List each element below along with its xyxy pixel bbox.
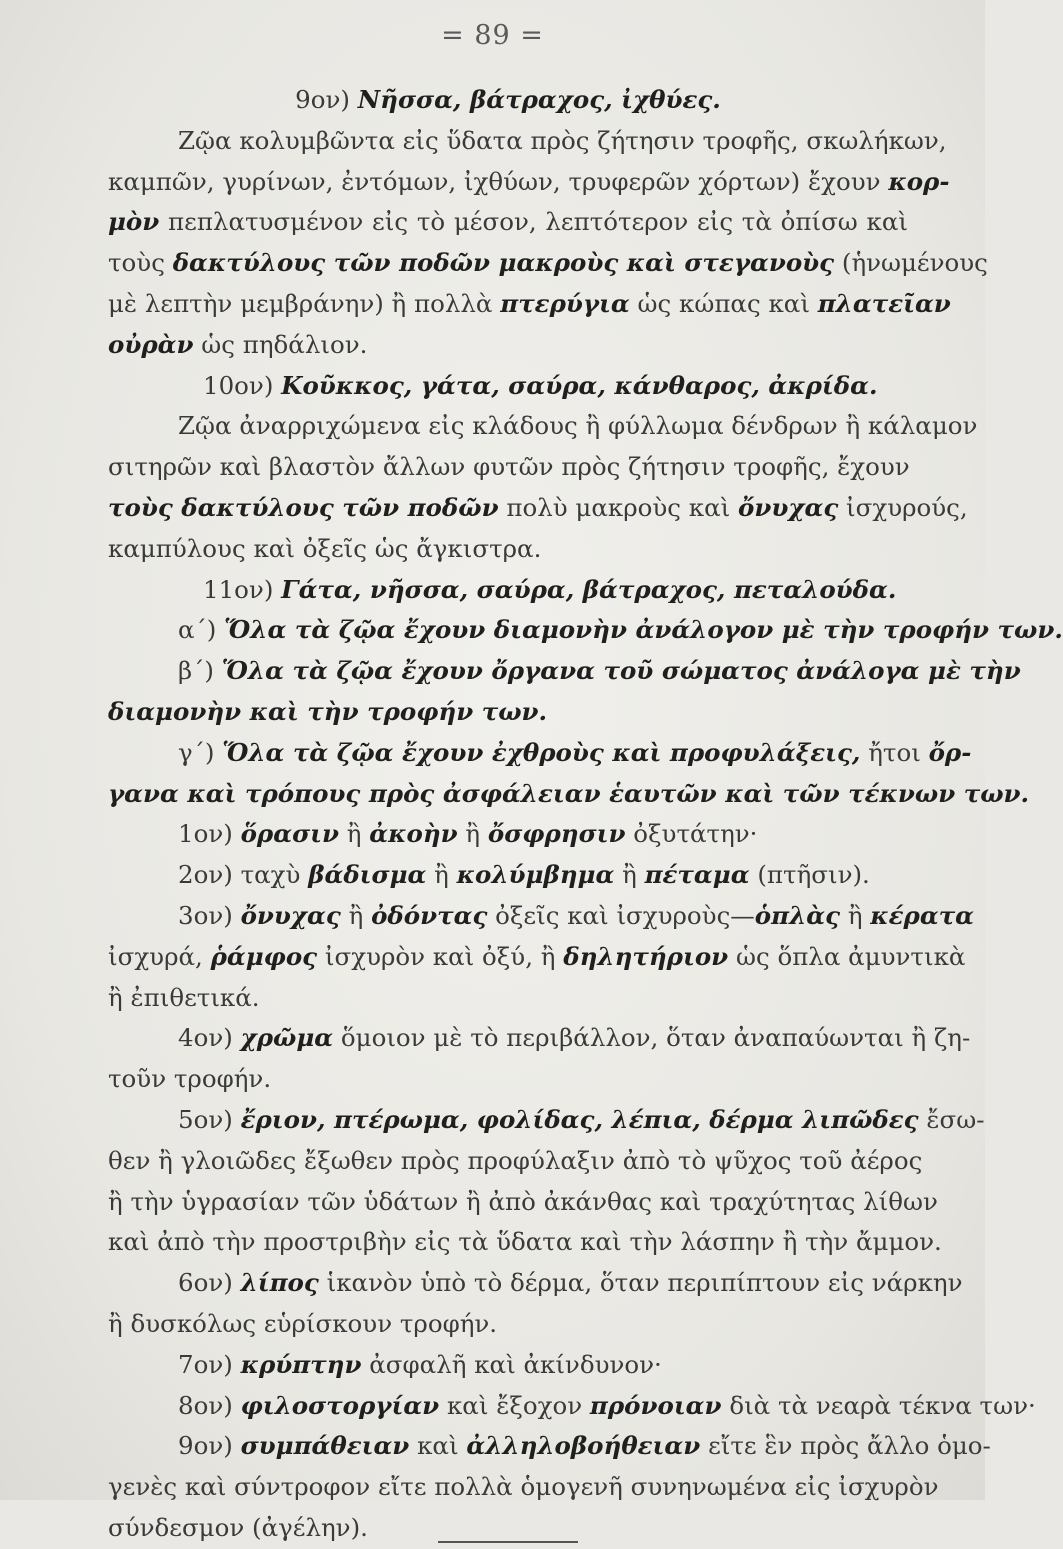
text-line	[108, 1263, 963, 1304]
text-segment: καμπύλους καὶ ὀξεῖς ὡς ἄγκιστρα.	[108, 533, 542, 563]
text-line	[108, 1141, 923, 1182]
text-segment: α΄)	[178, 615, 225, 645]
text-segment: 5ον)	[178, 1104, 241, 1134]
emphasized-text: κρύπτην	[240, 1349, 362, 1379]
emphasized-text: οὐρὰν	[108, 329, 194, 359]
text-segment: ἰσχυρούς,	[838, 492, 968, 522]
text-segment: εἴτε ἓν πρὸς ἄλλο ὁμο-	[700, 1431, 991, 1461]
text-segment: ἤτοι	[860, 737, 929, 767]
text-segment: Ζῷα κολυμβῶντα εἰς ὕδατα πρὸς ζήτησιν τροφῆς, σκωλήκων,	[178, 125, 947, 155]
text-line	[108, 366, 908, 407]
text-line	[108, 814, 908, 855]
text-segment: μὲ λεπτὴν μεμβράνην) ἢ πολλὰ	[108, 288, 501, 318]
text-segment: 10ον)	[203, 370, 282, 400]
text-segment: ἰσχυρά,	[108, 941, 211, 971]
text-segment: 2ον) ταχὺ	[178, 860, 309, 890]
text-segment: ἱκανὸν ὑπὸ τὸ δέρμα, ὅταν περιπίπτουν εἰς νάρκην	[318, 1268, 963, 1298]
text-line	[108, 937, 966, 978]
text-segment: ὡς ὅπλα ἀμυντικὰ	[728, 941, 966, 971]
body-text	[108, 80, 1063, 1549]
text-segment: ἢ ἐπιθετικά.	[108, 982, 260, 1012]
text-line	[108, 243, 988, 284]
text-segment: ἢ	[457, 819, 488, 849]
text-line	[108, 855, 908, 896]
text-line	[108, 121, 947, 162]
text-segment: β΄)	[178, 656, 222, 686]
text-line	[108, 1059, 908, 1100]
emphasized-text: κολύμβημα	[456, 860, 615, 890]
text-segment: καὶ	[409, 1431, 467, 1461]
emphasized-text: κέρατα	[870, 900, 975, 930]
text-segment: 3ον)	[178, 900, 241, 930]
emphasized-text: Κοῦκκος, γάτα, σαύρα, κάνθαρος, ἀκρίδα.	[281, 370, 878, 400]
text-segment: 7ον)	[178, 1349, 241, 1379]
text-line	[108, 529, 908, 570]
text-segment: τοὺς	[108, 248, 173, 278]
emphasized-text: ἀλληλοβοήθειαν	[466, 1431, 701, 1461]
text-line	[108, 202, 908, 243]
emphasized-text: ἀκοὴν	[369, 819, 458, 849]
emphasized-text: πτερύγια	[500, 288, 630, 318]
text-segment: θεν ἢ γλοιῶδες ἔξωθεν πρὸς προφύλαξιν ἀπὸ τὸ ψῦχος τοῦ ἀέρος	[108, 1145, 923, 1175]
text-segment: 8ον)	[178, 1390, 241, 1420]
text-segment: διὰ τὰ νεαρὰ τέκνα των·	[721, 1390, 1036, 1420]
text-segment: ὡς κώπας καὶ	[629, 288, 818, 318]
text-line	[108, 284, 951, 325]
text-segment: ἢ	[339, 819, 370, 849]
end-rule	[438, 1541, 578, 1543]
text-line	[108, 1426, 991, 1467]
text-line	[108, 570, 908, 611]
text-line	[108, 978, 908, 1019]
text-line	[108, 447, 908, 488]
text-line	[108, 1304, 908, 1345]
text-segment: σιτηρῶν καὶ βλαστὸν ἄλλων φυτῶν πρὸς ζήτησιν τροφῆς, ἔχουν	[108, 452, 910, 482]
text-line	[108, 774, 1030, 815]
emphasized-text: πέταμα	[644, 860, 750, 890]
emphasized-text: ὄσφρησιν	[487, 819, 626, 849]
text-segment: γενὲς καὶ σύντροφον εἴτε πολλὰ ὁμογενῆ συνηνωμένα εἰς ἰσχυρὸν	[108, 1472, 939, 1502]
text-segment: (ἡνωμένους	[834, 248, 988, 278]
text-line	[108, 896, 975, 937]
text-segment: τοῦν τροφήν.	[108, 1064, 272, 1094]
text-segment: 4ον)	[178, 1023, 241, 1053]
emphasized-text: πλατεῖαν	[817, 288, 951, 318]
text-line	[108, 610, 1063, 651]
emphasized-text: γανα καὶ τρόπους πρὸς ἀσφάλειαν ἑαυτῶν καὶ τῶν τέκνων των.	[108, 778, 1030, 808]
text-line	[108, 651, 1021, 692]
text-segment: ἢ	[426, 860, 457, 890]
text-segment: σύνδεσμον (ἀγέλην).	[108, 1512, 368, 1542]
emphasized-text: δηλητήριον	[563, 941, 729, 971]
emphasized-text: τοὺς δακτύλους τῶν ποδῶν	[108, 492, 499, 522]
text-line	[108, 1467, 939, 1508]
emphasized-text: βάδισμα	[308, 860, 427, 890]
emphasized-text: Ὅλα τὰ ζῷα ἔχουν ὄργανα τοῦ σώματος ἀνάλογα μὲ τὴν	[221, 656, 1021, 686]
text-line	[108, 1222, 942, 1263]
emphasized-text: ὄνυχας	[738, 492, 839, 522]
text-line	[108, 162, 950, 203]
text-segment: 9ον)	[178, 1431, 241, 1461]
emphasized-text: ὁπλὰς	[754, 900, 841, 930]
text-segment: ὀξυτάτην·	[625, 819, 758, 849]
text-line	[108, 325, 908, 366]
emphasized-text: ὀδόντας	[371, 900, 488, 930]
text-line	[108, 1100, 985, 1141]
emphasized-text: δακτύλους τῶν ποδῶν μακροὺς καὶ στεγανοὺς	[172, 248, 835, 278]
text-segment: ἰσχυρὸν καὶ ὀξύ, ἢ	[317, 941, 564, 971]
text-line	[108, 80, 908, 121]
emphasized-text: μὸν	[108, 207, 160, 237]
text-segment: γ΄)	[178, 737, 223, 767]
text-segment: ἀσφαλῆ καὶ ἀκίνδυνον·	[361, 1349, 662, 1379]
text-line	[108, 1018, 971, 1059]
text-segment: ὅμοιον μὲ τὸ περιβάλλον, ὅταν ἀναπαύωνται ἢ ζη-	[333, 1023, 971, 1053]
emphasized-text: Ὅλα τὰ ζῷα ἔχουν διαμονὴν ἀνάλογον μὲ τὴν τροφήν των.	[224, 615, 1063, 645]
emphasized-text: Νῆσσα, βάτραχος, ἰχθύες.	[357, 85, 721, 114]
text-segment: ἢ	[340, 900, 372, 930]
text-line	[108, 733, 972, 774]
text-line	[108, 406, 978, 447]
text-line	[108, 488, 968, 529]
text-segment: καὶ ἀπὸ τὴν προστριβὴν εἰς τὰ ὕδατα καὶ τὴν λάσπην ἢ τὴν ἄμμον.	[108, 1227, 942, 1257]
text-segment: καμπῶν, γυρίνων, ἐντόμων, ἰχθύων, τρυφερῶν χόρτων) ἔχουν	[108, 166, 889, 196]
emphasized-text: Ὅλα τὰ ζῷα ἔχουν ἐχθροὺς καὶ προφυλάξεις,	[222, 737, 861, 767]
emphasized-text: Γάτα, νῆσσα, σαύρα, βάτραχος, πεταλούδα.	[281, 574, 897, 604]
text-segment: ἢ δυσκόλως εὑρίσκουν τροφήν.	[108, 1308, 498, 1338]
emphasized-text: ὅρασιν	[240, 819, 339, 849]
text-line	[108, 692, 908, 733]
text-segment: Ζῷα ἀναρριχώμενα εἰς κλάδους ἢ φύλλωμα δένδρων ἢ κάλαμον	[178, 411, 978, 441]
emphasized-text: συμπάθειαν	[240, 1431, 410, 1461]
emphasized-text: πρόνοιαν	[589, 1390, 722, 1420]
text-segment: 6ον)	[178, 1268, 241, 1298]
text-segment: 9ον)	[295, 85, 358, 114]
text-segment: ἢ τὴν ὑγρασίαν τῶν ὑδάτων ἢ ἀπὸ ἀκάνθας καὶ τραχύτητας λίθων	[108, 1186, 938, 1216]
text-segment: ὀξεῖς καὶ ἰσχυροὺς—	[487, 900, 755, 930]
emphasized-text: ὄρ-	[928, 737, 972, 767]
emphasized-text: ὄνυχας	[240, 900, 341, 930]
page-number: = 89 =	[441, 20, 544, 51]
emphasized-text: χρῶμα	[240, 1023, 334, 1053]
text-segment: ἢ	[840, 900, 871, 930]
text-segment: ὡς πηδάλιον.	[193, 329, 368, 359]
text-segment: καὶ ἔξοχον	[439, 1390, 590, 1420]
text-segment: πεπλατυσμένον εἰς τὸ μέσον, λεπτότερον εἰς τὰ ὀπίσω καὶ	[159, 207, 908, 237]
text-segment: 1ον)	[178, 819, 241, 849]
emphasized-text: φιλοστοργίαν	[240, 1390, 440, 1420]
emphasized-text: ῥάμφος	[210, 941, 318, 971]
emphasized-text: διαμονὴν καὶ τὴν τροφήν των.	[108, 696, 548, 726]
text-line	[108, 1386, 1036, 1427]
text-line	[108, 1345, 908, 1386]
text-segment: (πτῆσιν).	[749, 860, 870, 890]
emphasized-text: ἔριον, πτέρωμα, φολίδας, λέπια, δέρμα λιπῶδες	[240, 1104, 919, 1134]
text-segment: ἔσω-	[918, 1104, 985, 1134]
emphasized-text: λίπος	[240, 1268, 319, 1298]
text-line	[108, 1182, 938, 1223]
text-segment: ἢ	[614, 860, 645, 890]
text-segment: πολὺ μακροὺς καὶ	[498, 492, 739, 522]
text-segment: 11ον)	[203, 574, 282, 604]
emphasized-text: κορ-	[888, 166, 950, 196]
